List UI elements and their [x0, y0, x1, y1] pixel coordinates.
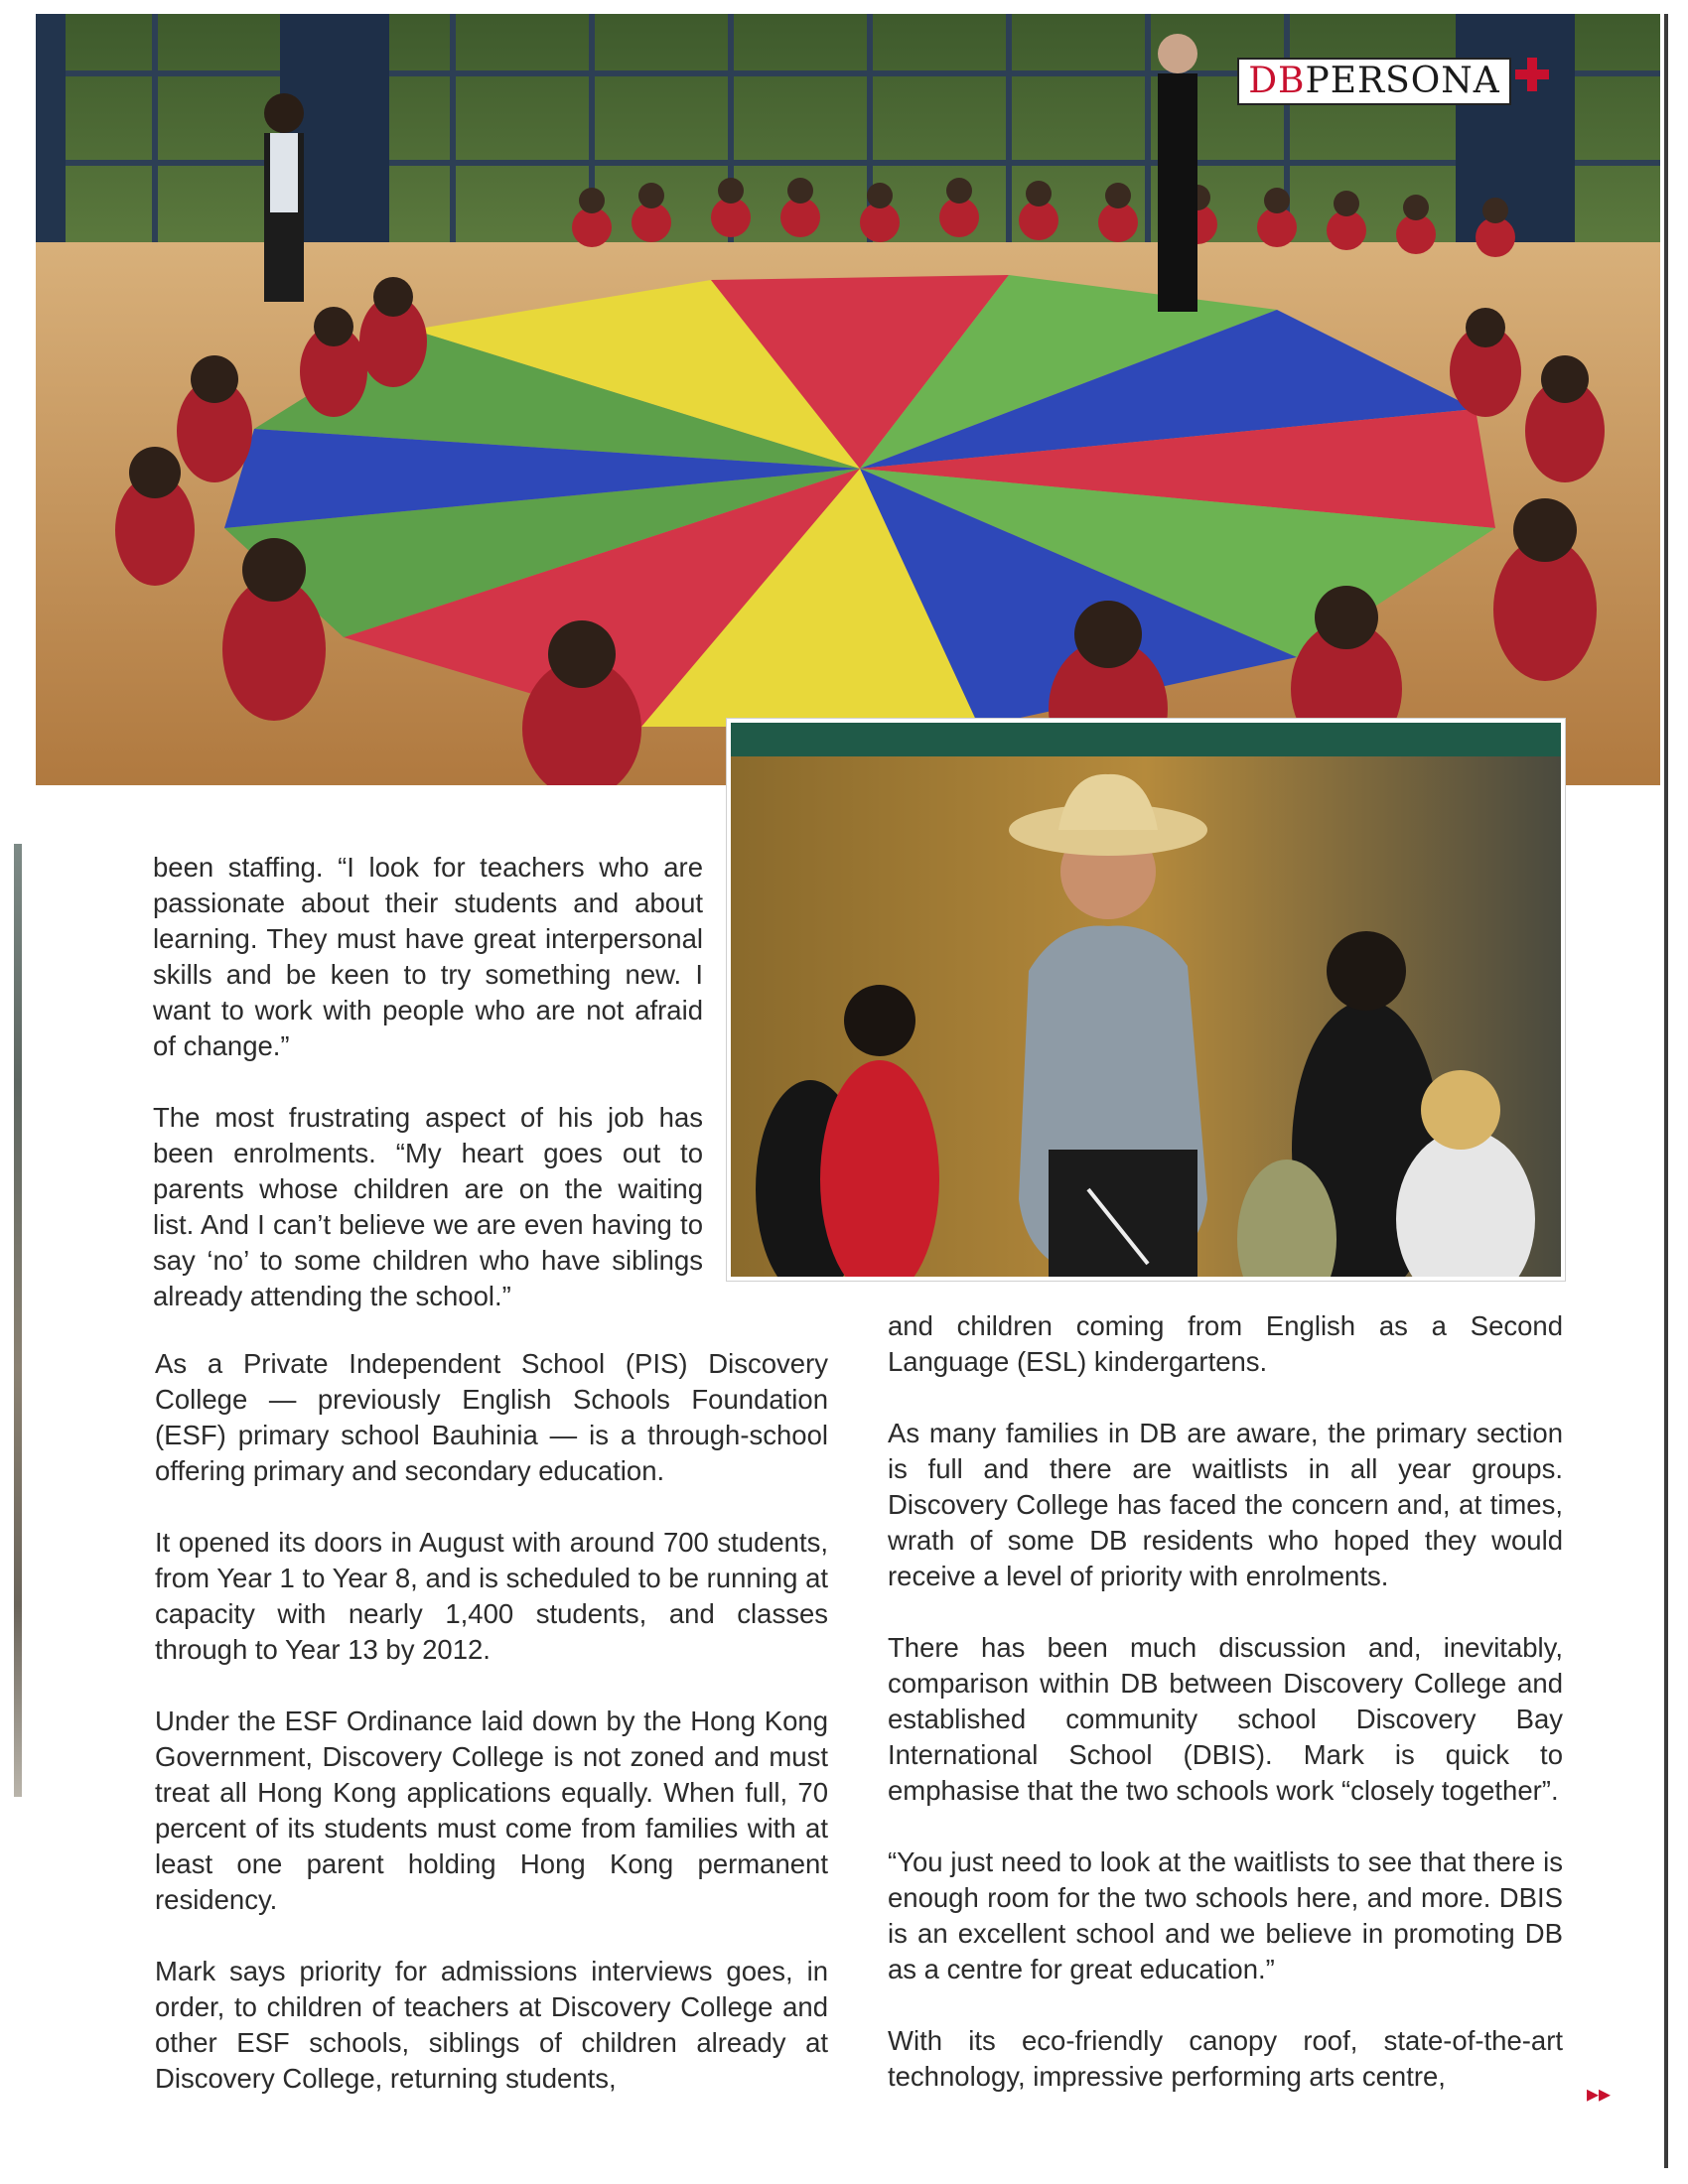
continue-arrow-icon: ▸▸ — [1587, 2080, 1612, 2108]
paragraph: There has been much discussion and, inevitably, comparison within DB between Discovery College and established community school Discovery Bay International School (DBIS). Mark is quick to emphasise that the two schools work “closely together”. — [888, 1632, 1563, 1806]
article-column-left — [155, 1346, 828, 2132]
page-edge-right — [1664, 14, 1668, 2168]
page-edge-left — [14, 844, 22, 1797]
paragraph: The most frustrating aspect of his job has been enrolments. “My heart goes out to parents whose children are on the waiting list. And I can’t believe we are even having to say ‘no’ to some children who have siblings already attending the school.” — [153, 1102, 703, 1311]
parachute-game-photo — [36, 14, 1660, 785]
article-column-right — [888, 1308, 1563, 2130]
article-column-left-top — [153, 850, 703, 1350]
paragraph: It opened its doors in August with around 700 students, from Year 1 to Year 8, and is scheduled to be running at capacity with nearly 1,400 students, and classes through to Year 13 by 2012. — [155, 1527, 828, 1665]
brand-db: DB — [1248, 61, 1306, 101]
paragraph: With its eco-friendly canopy roof, state-of-the-art technology, impressive performing arts centre, — [888, 2025, 1563, 2092]
paragraph: been staffing. “I look for teachers who are passionate about their students and about learning. They must have great interpersonal skills and be keen to try something new. I want to work with people who are not afraid of change.” — [153, 852, 703, 1061]
paragraph: As a Private Independent School (PIS) Discovery College — previously English Schools Foundation (ESF) primary school Bauhinia — is a through-school offering primary and secondary education. — [155, 1348, 828, 1486]
cross-icon — [1515, 58, 1549, 91]
paragraph: and children coming from English as a Second Language (ESL) kindergartens. — [888, 1310, 1563, 1377]
paragraph: “You just need to look at the waitlists to see that there is enough room for the two schools here, and more. DBIS is an excellent school and we believe in promoting DB as a centre for great education.” — [888, 1846, 1563, 1984]
paragraph: Under the ESF Ordinance laid down by the Hong Kong Government, Discovery College is not zoned and must treat all Hong Kong applications equally. When full, 70 percent of its students must come from families with at least one parent holding Hong Kong permanent residency. — [155, 1706, 828, 1915]
paragraph: As many families in DB are aware, the primary section is full and there are waitlists in all year groups. Discovery College has faced the concern and, at times, wrath of some DB residents who hoped they would receive a level of priority with enrolments. — [888, 1418, 1563, 1591]
principal-cowboy-hat-photo — [727, 719, 1565, 1281]
brand-persona: PERSONA — [1305, 61, 1500, 101]
masthead-logo — [1237, 58, 1511, 105]
paragraph: Mark says priority for admissions interviews goes, in order, to children of teachers at Discovery College and other ESF schools, siblings of children already at Discovery College, returning students, — [155, 1956, 828, 2094]
